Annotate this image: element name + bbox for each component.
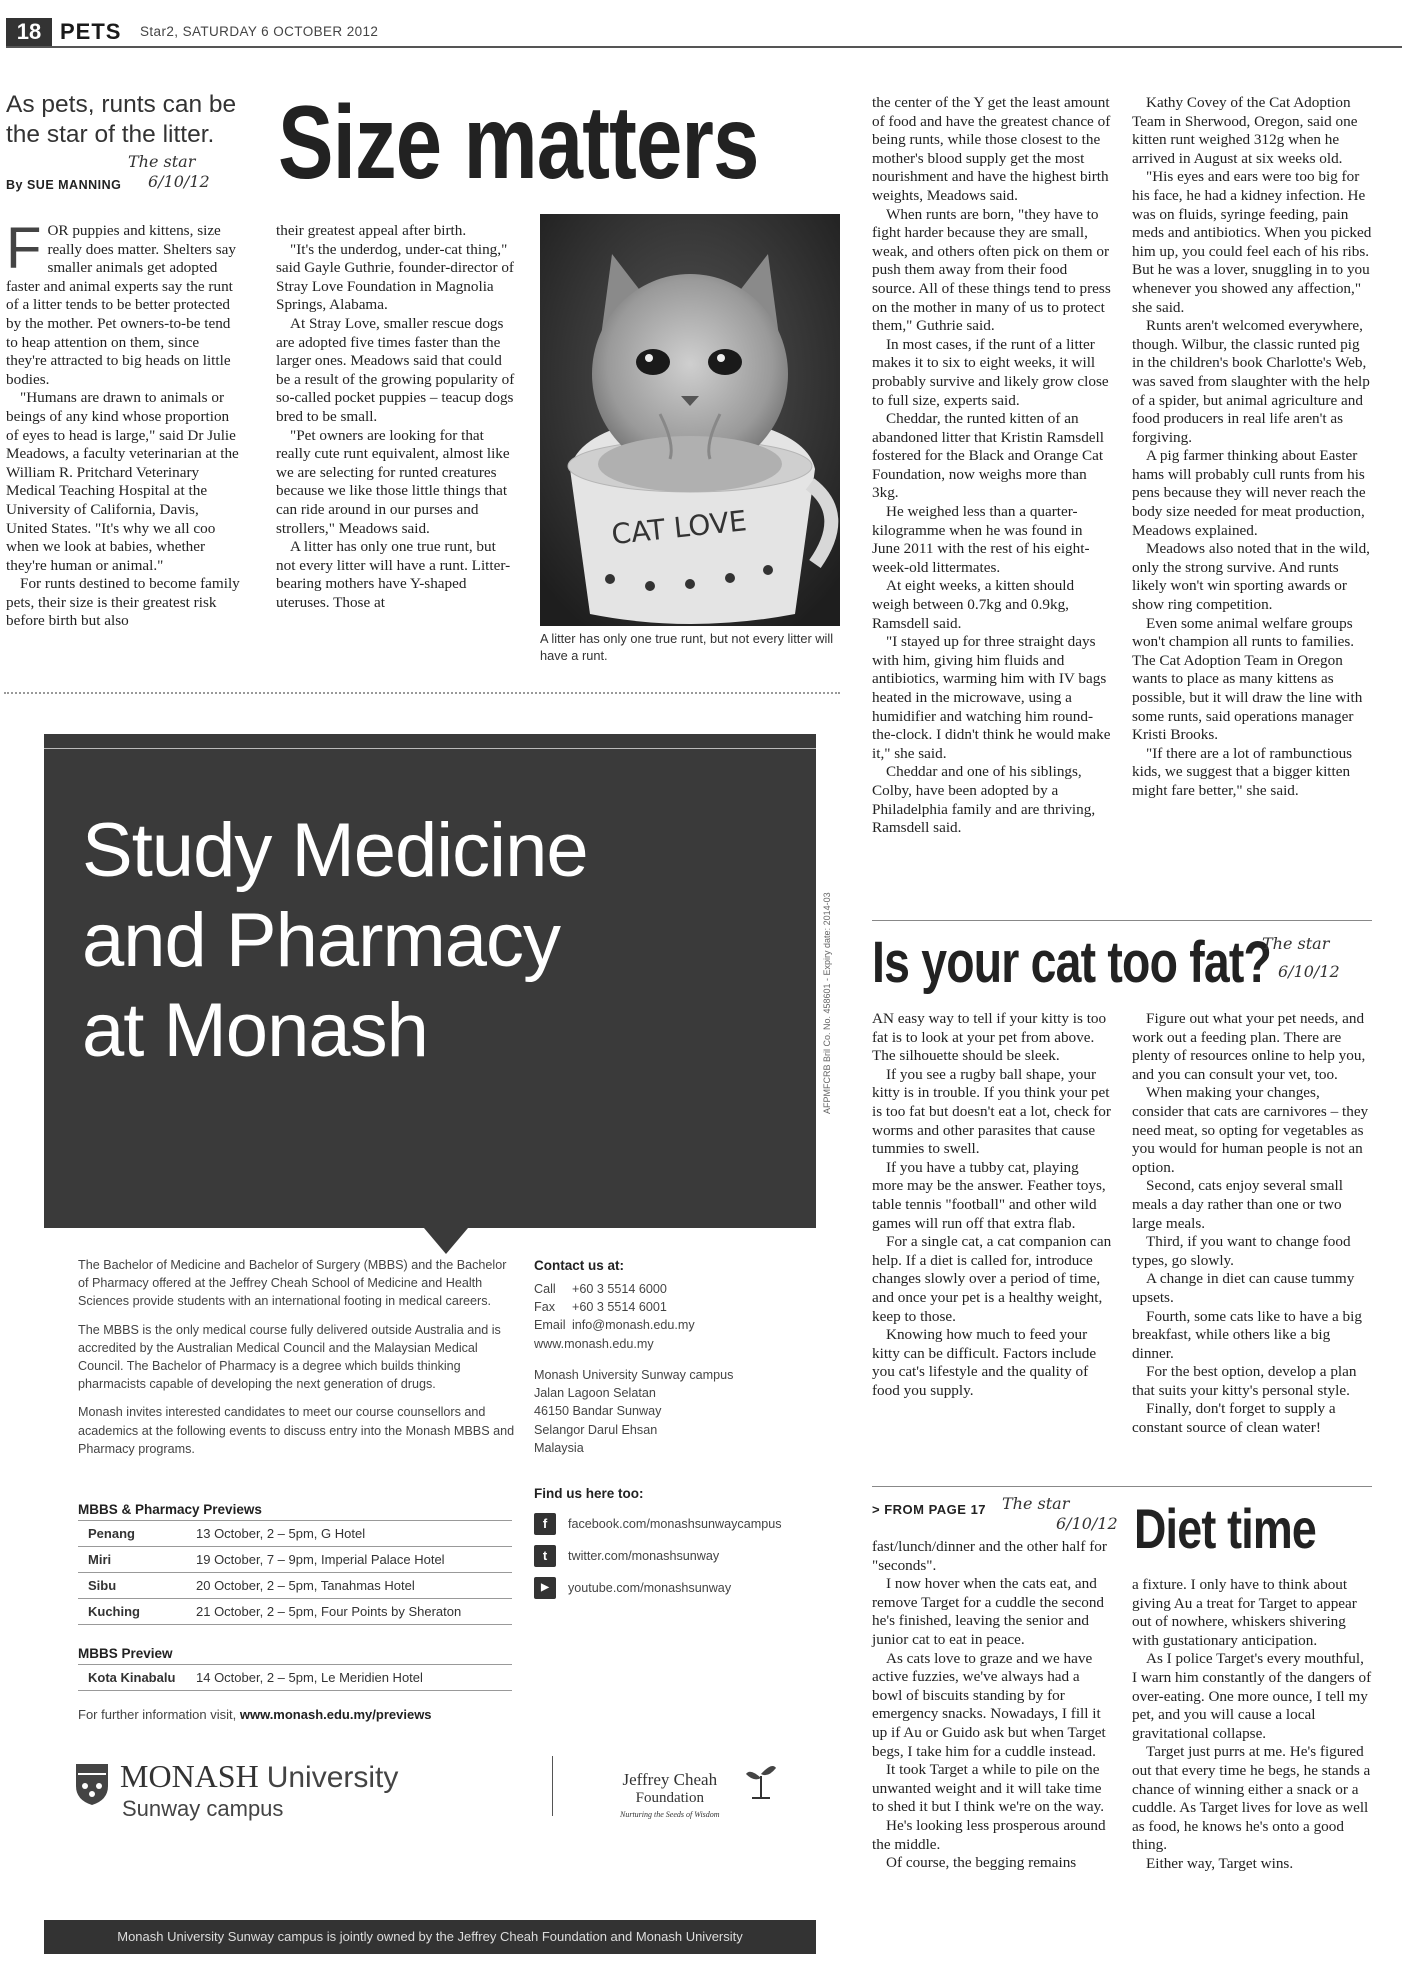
city: Miri	[78, 1547, 188, 1573]
paragraph: When runts are born, "they have to fight harder because they are small, weak, and others often pick on them or push them away from their food source. All of these things tend to press on the mother in many of us to protect them," Guthrie said.	[872, 205, 1111, 335]
banner-notch	[424, 1228, 468, 1254]
monash-logo-light: University	[266, 1761, 399, 1794]
monash-advertisement	[4, 692, 840, 1962]
paragraph: When making your changes, consider that cats are carnivores – they need meat, so opting for vegetables as you would for human people is not an option.	[1132, 1084, 1369, 1176]
ad-paragraph: Monash invites interested candidates to meet our course counsellors and academics at the following events to discuss entry into the Monash MBBS and Pharmacy programs.	[78, 1405, 515, 1456]
banner-rule	[44, 748, 816, 749]
event-detail: 19 October, 7 – 9pm, Imperial Palace Hotel	[188, 1547, 512, 1573]
city: Penang	[78, 1521, 188, 1547]
call-label: Call	[534, 1282, 556, 1296]
address-line: Jalan Lagoon Selatan	[534, 1386, 656, 1401]
fat-cat-column-2	[1132, 1010, 1372, 1438]
paragraph: A litter has only one true runt, but not every litter will have a runt. Litter-bearing mothers have Y-shaped uteruses. Those at	[276, 538, 511, 611]
monash-crest-icon	[74, 1762, 110, 1806]
table-row	[78, 1599, 512, 1625]
ad-paragraph: The MBBS is the only medical course fully delivered outside Australia and is accredited by the Australian Medical Council and the Malaysian Medical Council. The Bachelor of Pharmacy is a degree which builds thinking pharmacists capable of developing the next generation of drugs.	[78, 1322, 501, 1392]
further-info-text: For further information visit,	[78, 1707, 237, 1722]
diet-time-column-2	[1132, 1576, 1372, 1874]
headline-diet-time: Diet time	[1134, 1497, 1316, 1560]
ad-headline-line: Study Medicine	[82, 808, 588, 893]
handwritten-note: The star	[1262, 934, 1330, 953]
paragraph: Even some animal welfare groups won't champion all runts to families. The Cat Adoption Team in Oregon wants to place as many kittens as possible, but it will draw the line with some runts, said operations manager Kristi Brooks.	[1132, 614, 1363, 744]
kicker-line-2: the star of the litter.	[6, 121, 215, 148]
handwritten-note: The star	[128, 152, 196, 171]
section-name: PETS	[60, 19, 122, 44]
article-column-2	[276, 222, 516, 612]
paragraph: If you have a tubby cat, playing more may be the answer. Feather toys, table tennis "football" and other wild games will run off that extra flab.	[872, 1158, 1106, 1232]
paragraph: Cheddar, the runted kitten of an abandoned litter that Kristin Ramsdell fostered for the Black and Orange Cat Foundation, now weighs more than 3kg.	[872, 410, 1104, 502]
jc-logo-line: Foundation	[635, 1790, 704, 1806]
paragraph: For the best option, develop a plan that suits your kitty's personal style.	[1132, 1363, 1357, 1399]
address-block	[534, 1366, 814, 1457]
mbbs-preview-title: MBBS Preview	[78, 1646, 173, 1661]
event-detail: 20 October, 2 – 5pm, Tanahmas Hotel	[188, 1573, 512, 1599]
paragraph: Finally, don't forget to supply a constant source of clean water!	[1132, 1400, 1336, 1437]
event-detail: 21 October, 2 – 5pm, Four Points by Sheraton	[188, 1599, 512, 1625]
social-url: youtube.com/monashsunway	[568, 1580, 732, 1595]
paragraph: Target just purrs at me. He's figured out that every time he begs, he stands a chance of winning either a snack or a cuddle. As Target lives for love as well as food, he knows he's onto a good thing.	[1132, 1743, 1371, 1854]
paragraph: Third, if you want to change food types, go slowly.	[1132, 1233, 1351, 1269]
section-divider	[872, 920, 1372, 921]
website-link[interactable]: www.monash.edu.my	[534, 1336, 654, 1351]
paragraph: At Stray Love, smaller rescue dogs are adopted five times faster than the larger ones. Meadows said that could be a result of the growing popularity of so-called pocket puppies – teacup dogs bred to be small.	[276, 314, 515, 425]
youtube-icon: ▶	[534, 1577, 556, 1599]
ad-banner	[44, 734, 816, 1228]
paragraph: He weighed less than a quarter-kilogramme when he was found in June 2011 with the rest of his eight-week-old littermates.	[872, 503, 1090, 576]
city: Sibu	[78, 1573, 188, 1599]
address-line: Selangor Darul Ehsan	[534, 1422, 658, 1437]
paragraph: "I stayed up for three straight days with him, giving him fluids and antibiotics, warming him with IV bags heated in the microwave, using a humidifier and watching him round-the-clock. I didn't think he would make it," she said.	[872, 633, 1111, 762]
jc-logo-tagline: Nurturing the Seeds of Wisdom	[620, 1810, 720, 1819]
page-number: 18	[6, 18, 52, 46]
paragraph: fast/lunch/dinner and the other half for "seconds".	[872, 1538, 1107, 1574]
paragraph: As I police Target's every mouthful, I warn him constantly of the dangers of over-eating. One more ounce, I tell my pet, and you will cause a local gravitational collapse.	[1132, 1650, 1372, 1742]
handwritten-note: The star	[1002, 1494, 1070, 1513]
paragraph: "His eyes and ears were too big for his face, he had a kidney infection. He was on fluids, syringe feeding, pain meds and antibiotics. When you picked him up, you could feel each of his ribs. But he was a lover, snuggling in to you whenever you showed any affection," she said.	[1132, 168, 1372, 316]
email-label: Email	[534, 1318, 566, 1333]
paragraph: "If there are a lot of rambunctious kids, we suggest that a bigger kitten might fare better," she said.	[1132, 744, 1353, 799]
social-links	[534, 1508, 834, 1604]
logo-divider	[552, 1756, 553, 1816]
kitten-photo	[540, 214, 840, 626]
article-column-1	[6, 216, 242, 631]
previews-link[interactable]: www.monash.edu.my/previews	[239, 1707, 432, 1722]
from-page-label: > FROM PAGE 17	[872, 1502, 987, 1517]
jc-logo-line: Jeffrey Cheah	[622, 1770, 718, 1789]
paragraph: a fixture. I only have to think about giving Au a treat for Target to appear out of nowhere, whiskers shivering with gustationary anticipation.	[1132, 1576, 1357, 1649]
paragraph: Second, cats enjoy several small meals a day rather than one or two large meals.	[1132, 1177, 1343, 1232]
monash-logo-bold: MONASH	[120, 1758, 259, 1794]
contact-title: Contact us at:	[534, 1258, 625, 1273]
address-line: 46150 Bandar Sunway	[534, 1404, 662, 1419]
social-link-youtube[interactable]	[534, 1572, 834, 1604]
social-link-facebook[interactable]	[534, 1508, 834, 1540]
city: Kota Kinabalu	[78, 1665, 188, 1691]
paragraph: Cheddar and one of his siblings, Colby, have been adopted by a Philadelphia family and are thriving, Ramsdell said.	[872, 763, 1096, 837]
paragraph: Figure out what your pet needs, and work out a feeding plan. There are plenty of resources online to help you, and you can consult your vet, too.	[1132, 1010, 1366, 1083]
headline-is-your-cat-too-fat: Is your cat too fat?	[872, 930, 1272, 995]
address-line: Monash University Sunway campus	[534, 1368, 734, 1382]
find-us-title: Find us here too:	[534, 1486, 644, 1501]
ad-headline	[82, 806, 588, 1076]
mug-text: CAT LOVE	[609, 504, 749, 552]
paragraph: Knowing how much to feed your kitty can be difficult. Factors include you cat's lifestyle and the quality of food you supply.	[872, 1326, 1097, 1399]
paragraph: For a single cat, a cat companion can help. If a diet is called for, introduce changes slowly over a period of time, and once your pet is a healthy weight, keep to those.	[872, 1233, 1112, 1325]
mbbs-preview-table	[78, 1664, 512, 1691]
previews-title: MBBS & Pharmacy Previews	[78, 1502, 262, 1517]
paragraph: OR puppies and kittens, size really does matter. Shelters say smaller animals get adopted faster and animal experts say the runt of a litter tends to be better protected by the mother. Pet owners-to-be tend to heap attention on them, since they're attracted to big heads on little bodies.	[6, 222, 236, 388]
monash-logo-campus: Sunway campus	[122, 1796, 284, 1821]
table-row	[78, 1665, 512, 1691]
paragraph: Runts aren't welcomed everywhere, though. Wilbur, the classic runted pig in the children's book Charlotte's Web, was saved from slaughter with the help of a spider, but animal agriculture and food producers in real life aren't as forgiving.	[1132, 317, 1370, 446]
paragraph: At eight weeks, a kitten should weigh between 0.7kg and 0.9kg, Ramsdell said.	[872, 577, 1075, 632]
twitter-icon: t	[534, 1545, 556, 1567]
table-row	[78, 1547, 512, 1573]
paragraph: "Pet owners are looking for that really cute runt equivalent, almost like we are selecting for runted creatures because we like those little things that can ride around in our purses and strollers," Meadows said.	[276, 426, 510, 537]
handwritten-date: 6/10/12	[148, 172, 210, 191]
section-divider	[872, 1486, 1372, 1487]
paragraph: It took Target a while to pile on the unwanted weight and it will take time to shed it but I think we're on the way.	[872, 1761, 1105, 1816]
paragraph: Kathy Covey of the Cat Adoption Team in Sherwood, Oregon, said one kitten runt weighed 312g when he arrived in August at six weeks old.	[1132, 94, 1358, 167]
paragraph: As cats love to graze and we have active fuzzies, we've always had a bowl of biscuits standing by for emergency snacks. Nowadays, I fill it up if Au or Guido ask but when Target begs, I take him for a cuddle instead.	[872, 1649, 1106, 1760]
handwritten-date: 6/10/12	[1278, 962, 1340, 981]
paragraph: I now hover when the cats eat, and remove Target for a cuddle the second he's finished, leaving the senior and junior cat to eat in peace.	[872, 1575, 1105, 1648]
paragraph: Meadows also noted that in the wild, only the strong survive. And runts likely won't win sporting awards or show ring competition.	[1132, 540, 1370, 614]
ad-paragraph: The Bachelor of Medicine and Bachelor of Surgery (MBBS) and the Bachelor of Pharmacy offered at the Jeffrey Cheah School of Medicine and Health Sciences provide students with an international footing in medical careers.	[78, 1258, 507, 1309]
social-url: facebook.com/monashsunwaycampus	[568, 1516, 782, 1531]
ad-headline-line: at Monash	[82, 988, 428, 1073]
paragraph: "Humans are drawn to animals or beings of any kind whose proportion of eyes to head is large," said Dr Julie Meadows, a faculty veterinarian at the William R. Pritchard Veterinary Medical Teaching Hospital at the University of California, Davis, United States. "It's why we all coo when we look at babies, whether they're human or animal."	[6, 389, 239, 574]
social-url: twitter.com/monashsunway	[568, 1548, 720, 1563]
paragraph: If you see a rugby ball shape, your kitty is in trouble. If you think your pet is too fat but doesn't eat a lot, check for worms and other parasites that cause tummies to swell.	[872, 1065, 1111, 1158]
contact-block	[534, 1280, 814, 1353]
paragraph: He's looking less prosperous around the middle.	[872, 1816, 1106, 1853]
paragraph: "It's the underdog, under-cat thing," said Gayle Guthrie, founder-director of Stray Love Foundation in Magnolia Springs, Alabama.	[276, 240, 514, 314]
article-column-3	[872, 94, 1112, 838]
fax-number: +60 3 5514 6001	[572, 1300, 667, 1315]
further-info	[78, 1706, 432, 1724]
table-row	[78, 1573, 512, 1599]
paragraph: A change in diet can cause tummy upsets.	[1132, 1270, 1355, 1306]
ad-footer: Monash University Sunway campus is jointly owned by the Jeffrey Cheah Foundation and Monash University	[44, 1920, 816, 1954]
kitten-in-mug-image	[540, 214, 840, 626]
paragraph: AN easy way to tell if your kitty is too fat is to look at your pet from above. The silhouette should be sleek.	[872, 1010, 1107, 1065]
event-detail: 13 October, 2 – 5pm, G Hotel	[188, 1521, 512, 1547]
kicker-line-1: As pets, runts can be	[6, 91, 237, 118]
fax-label: Fax	[534, 1300, 555, 1315]
paragraph: In most cases, if the runt of a litter makes it to six to eight weeks, it will probably survive and likely grow close to full size, experts said.	[872, 335, 1109, 409]
sprout-icon	[744, 1760, 778, 1800]
photo-caption: A litter has only one true runt, but not every litter will have a runt.	[540, 631, 834, 663]
email-link[interactable]: info@monash.edu.my	[572, 1318, 695, 1333]
previews-table	[78, 1520, 512, 1625]
paragraph: their greatest appeal after birth.	[276, 222, 467, 239]
event-detail: 14 October, 2 – 5pm, Le Meridien Hotel	[188, 1665, 512, 1691]
ad-fine-print: AFPMFCRB Bril Co. No. 458601 - Expiry date: 2014-03	[822, 892, 832, 1114]
jeffrey-cheah-logo	[620, 1770, 720, 1819]
drop-cap: F	[6, 216, 42, 281]
paragraph: For runts destined to become family pets, their size is their greatest risk before birth but also	[6, 575, 240, 630]
paragraph: the center of the Y get the least amount of food and have the greatest chance of being runts, while those closest to the mother's blood supply get the most nourishment and have the highest birth weights, Meadows said.	[872, 94, 1111, 204]
monash-logo	[120, 1758, 398, 1796]
paragraph: Either way, Target wins.	[1146, 1854, 1294, 1872]
article-column-4	[1132, 94, 1372, 801]
fat-cat-column-1	[872, 1010, 1112, 1400]
headline-size-matters: Size matters	[278, 85, 759, 201]
ad-headline-line: and Pharmacy	[82, 898, 561, 983]
article-kicker	[6, 90, 256, 150]
diet-time-column-1	[872, 1538, 1112, 1873]
facebook-icon: f	[534, 1513, 556, 1535]
page-header	[6, 18, 1402, 48]
ad-body	[78, 1256, 518, 1458]
byline: By SUE MANNING	[6, 178, 122, 192]
address-line: Malaysia	[534, 1440, 584, 1455]
paragraph: A pig farmer thinking about Easter hams will probably cull runts from his pens because they will never reach the body size needed for meat production, Meadows explained.	[1132, 447, 1366, 539]
paragraph: Fourth, some cats like to have a big breakfast, while others like a big dinner.	[1132, 1307, 1362, 1362]
social-link-twitter[interactable]	[534, 1540, 834, 1572]
issue-line: Star2, SATURDAY 6 OCTOBER 2012	[140, 24, 379, 39]
table-row	[78, 1521, 512, 1547]
paragraph: Of course, the begging remains	[886, 1854, 1077, 1872]
city: Kuching	[78, 1599, 188, 1625]
handwritten-date: 6/10/12	[1056, 1514, 1118, 1533]
phone-number[interactable]: +60 3 5514 6000	[572, 1282, 667, 1296]
